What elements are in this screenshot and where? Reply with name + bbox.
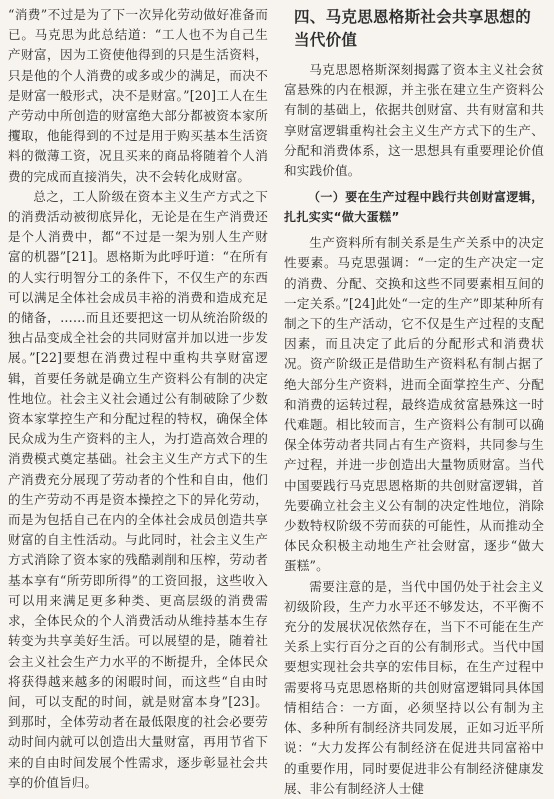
left-column xyxy=(8,5,268,793)
paragraph-summary: 总之，工人阶级在资本主义生产方式之下的消费活动被彻底异化，无论是在生产消费还是个人消费中，都“不过是一架为别人生产财富的机器”[21]。恩格斯为此呼吁道：“在所有的人实行明智分工的条件下，不仅生产的东西可以满足全体社会成员丰裕的消费和造成充足的储备，……而且还要把这一切从统治阶级的独占品变成全社会的共同财富并加以进一步发展。”[22]要想在消费过程中重构共享财富逻辑，首要任务就是确立生产资料公有制的决定性地位。社会主义社会通过公有制破除了少数资本家掌控生产和分配过程的特权，确保全体民众成为生产资料的主人，为打造高效合理的消费模式奠定基础。社会主义生产方式下的生产消费充分展现了劳动者的个性和自由，他们的生产劳动不再是资本操控之下的异化劳动，而是为包括自己在内的全体社会成员创造共享财富的自主性活动。与此同时，社会主义生产方式消除了资本家的残酷剥削和压榨，劳动者基本享有“所劳即所得”的工资回报，这些收入可以用来满足更多种类、更高层级的消费需求，全体民众的个人消费活动从维持基本生存转变为共享美好生活。可以展望的是，随着社会主义社会生产力水平的不断提升，全体民众将获得越来越多的闲暇时间，而这些“自由时间，可以支配的时间，就是财富本身”[23]。到那时，全体劳动者在最低限度的社会必要劳动时间内就可以创造出大量财富，再用节省下来的自由时间发展个性需求，逐步彰显社会共享的价值旨归。 xyxy=(8,188,268,790)
paragraph-ownership: 生产资料所有制关系是生产关系中的决定性要素。马克思强调：“一定的生产决定一定的消费、分配、交换和这些不同要素相互间的一定关系。”[24]此处“一定的生产”即某种所有制之下的生产活动，它不仅是生产过程的支配因素，而且决定了此后的分配形式和消费状况。资产阶级正是借助生产资料私有制占据了绝大部分生产资料，进而全面掌控生产、分配和消费的运转过程，最终造成贫富悬殊这一时代难题。相比较而言，生产资料公有制可以确保全体劳动者共同占有生产资料，共同参与生产过程，并进一步创造出大量物质财富。当代中国要践行马克思恩格斯的共创财富逻辑，首先要确立社会主义公有制的决定性地位，消除少数特权阶级不劳而获的可能性，从而推动全体民众积极主动地生产社会财富，逐步“做大蛋糕”。 xyxy=(284,235,544,574)
right-column xyxy=(284,5,544,799)
paragraph-primary-stage: 需要注意的是，当代中国仍处于社会主义初级阶段，生产力水平还不够发达，不平衡不充分的发展状况依然存在，当下不可能在生产关系上实行百分之百的公有制形式。当代中国要想实现社会共享的宏伟目标，在生产过程中需要将马克思恩格斯的共创财富逻辑同具体国情相结合：一方面，必须坚持以公有制为主体、多种所有制经济共同发展，正如习近平所说：“大力发挥公有制经济在促进共同富裕中的重要作用，同时要促进非公有制经济健康发展、非公有制经济人士健 xyxy=(284,578,544,796)
paragraph-consumption-alienation: “消费”不过是为了下一次异化劳动做好准备而已。马克思为此总结道：“工人也不为自己生产财富，因为工资使他得到的只是生活资料，只是他的个人消费的或多或少的满足，而决不是财富一般形式，决不是财富。”[20]工人在生产劳动中所创造的财富绝大部分都被资本家所攫取，他能得到的不过是用于购买基本生活资料的微薄工资，况且买来的商品将随着个人消费的完成而直接消失，决不会转化成财富。 xyxy=(8,7,268,184)
subsection-title: （一）要在生产过程中践行共创财富逻辑，扎扎实实“做大蛋糕” xyxy=(284,190,544,225)
section-title: 四、马克思恩格斯社会共享思想的当代价值 xyxy=(294,8,532,49)
paragraph-section-intro: 马克思恩格斯深刻揭露了资本主义社会贫富悬殊的内在根源，并主张在建立生产资料公有制的基础上，依据共创财富、共有财富和共享财富逻辑重构社会主义生产方式下的生产、分配和消费体系，这一思想具有重要理论价值和实践价值。 xyxy=(284,62,544,179)
